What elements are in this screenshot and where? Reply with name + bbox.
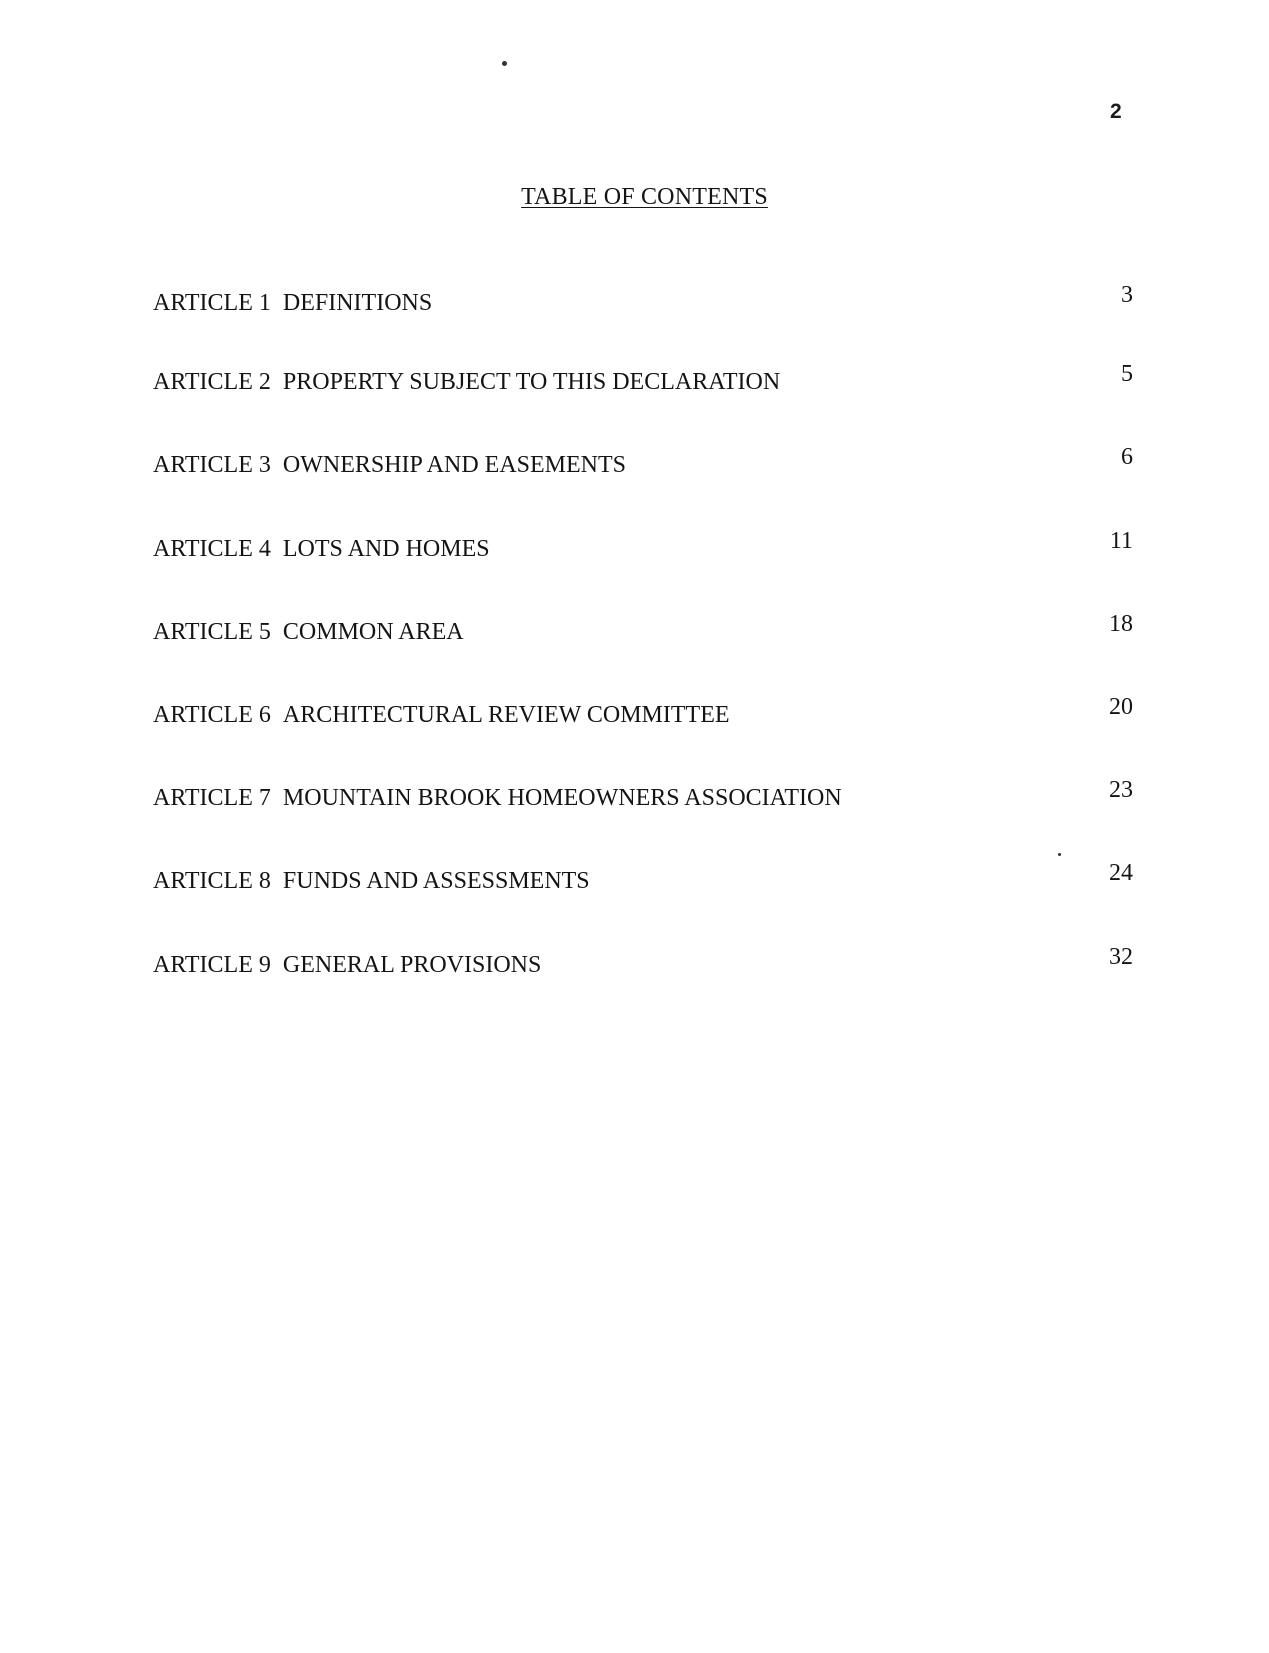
scan-speck [1058,853,1061,856]
page-title [0,184,1269,211]
entry-label [153,868,590,895]
entry-article: ARTICLE 2 [153,369,271,395]
entry-label [153,369,780,396]
entry-title: OWNERSHIP AND EASEMENTS [282,452,627,478]
toc-entry[interactable] [153,777,1133,811]
entry-page-number: 20 [1109,694,1133,720]
toc-entry[interactable] [153,860,1133,894]
entry-label [153,952,541,979]
entry-page-number: 5 [1121,361,1133,387]
entry-page-number: 24 [1109,860,1133,886]
toc-entry[interactable] [153,944,1133,978]
title-text: TABLE OF CONTENTS [521,184,768,210]
entry-label [153,452,626,479]
entry-article: ARTICLE 1 [153,290,271,316]
toc-entry[interactable] [153,611,1133,645]
scan-speck [502,61,507,66]
entry-label [153,619,464,646]
entry-label [153,702,730,729]
entry-page-number: 11 [1109,528,1133,554]
entry-title: COMMON AREA [282,619,464,645]
entry-article: ARTICLE 7 [153,785,271,811]
entry-title: LOTS AND HOMES [282,536,490,562]
entry-article: ARTICLE 4 [153,536,271,562]
entry-label [153,290,432,317]
entry-title: PROPERTY SUBJECT TO THIS DECLARATION [282,369,781,395]
entry-title: GENERAL PROVISIONS [282,952,542,978]
page-number: 2 [1110,100,1122,123]
entry-title: ARCHITECTURAL REVIEW COMMITTEE [282,702,730,728]
entry-page-number: 23 [1109,777,1133,803]
entry-article: ARTICLE 6 [153,702,271,728]
entry-article: ARTICLE 3 [153,452,271,478]
entry-label [153,536,490,563]
entry-page-number: 32 [1109,944,1133,970]
entry-title: FUNDS AND ASSESSMENTS [282,868,590,894]
toc-entry[interactable] [153,694,1133,728]
entry-page-number: 3 [1121,282,1133,308]
entry-label [153,785,842,812]
entry-article: ARTICLE 8 [153,868,271,894]
entry-article: ARTICLE 5 [153,619,271,645]
toc-entry[interactable] [153,444,1133,478]
toc-entry[interactable] [153,361,1133,395]
entry-page-number: 6 [1121,444,1133,470]
entry-article: ARTICLE 9 [153,952,271,978]
toc-entry[interactable] [153,528,1133,562]
entry-title: DEFINITIONS [282,290,433,316]
toc-entry[interactable] [153,282,1133,316]
entry-title: MOUNTAIN BROOK HOMEOWNERS ASSOCIATION [282,785,842,811]
entry-page-number: 18 [1109,611,1133,637]
